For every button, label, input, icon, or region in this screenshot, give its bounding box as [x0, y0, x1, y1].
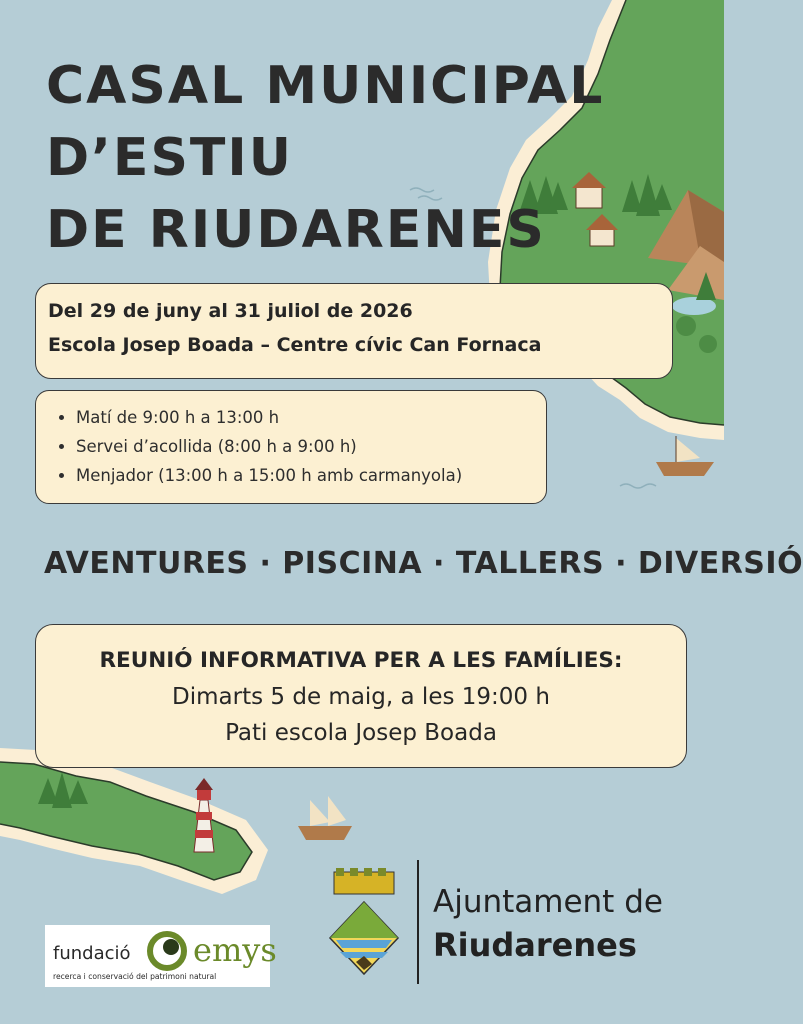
list-item: • Matí de 9:00 h a 13:00 h	[76, 403, 546, 432]
list-item: • Menjador (13:00 h a 15:00 h amb carmanyola)	[76, 461, 546, 490]
riudarenes-crest-icon	[326, 866, 402, 980]
title-line: DE RIUDARENES	[46, 200, 546, 260]
title-line: D’ESTIU	[46, 128, 293, 188]
list-item: • Servei d’acollida (8:00 h a 9:00 h)	[76, 432, 546, 461]
page-title	[46, 50, 604, 266]
meeting-title: REUNIÓ INFORMATIVA PER A LES FAMÍLIES:	[99, 648, 623, 673]
ajuntament-name: Riudarenes	[433, 926, 637, 964]
logo-divider	[417, 860, 419, 984]
schedule-list	[60, 403, 546, 490]
logo-brand: emys	[193, 931, 277, 969]
schedule-box	[35, 390, 547, 504]
meeting-place: Pati escola Josep Boada	[225, 720, 497, 746]
dates-text: Del 29 de juny al 31 juliol de 2026	[48, 300, 413, 322]
meeting-date: Dimarts 5 de maig, a les 19:00 h	[172, 684, 550, 710]
turtle-eye-icon	[141, 929, 193, 971]
location-text: Escola Josep Boada – Centre cívic Can Fornaca	[48, 334, 542, 356]
fundacio-emys-logo	[45, 925, 277, 987]
bush	[699, 335, 717, 353]
bush	[676, 316, 696, 336]
dates-box	[35, 283, 673, 379]
meeting-box	[35, 624, 687, 768]
title-line: CASAL MUNICIPAL	[46, 56, 605, 116]
logo-subtitle: recerca i conservació del patrimoni natural	[53, 972, 217, 981]
boat	[298, 796, 352, 840]
lighthouse	[194, 778, 214, 852]
boat	[656, 436, 714, 476]
ajuntament-label: Ajuntament de	[433, 884, 663, 920]
logo-text: fundació	[53, 943, 131, 964]
activities-banner: AVENTURES · PISCINA · TALLERS · DIVERSIÓ	[44, 546, 803, 581]
